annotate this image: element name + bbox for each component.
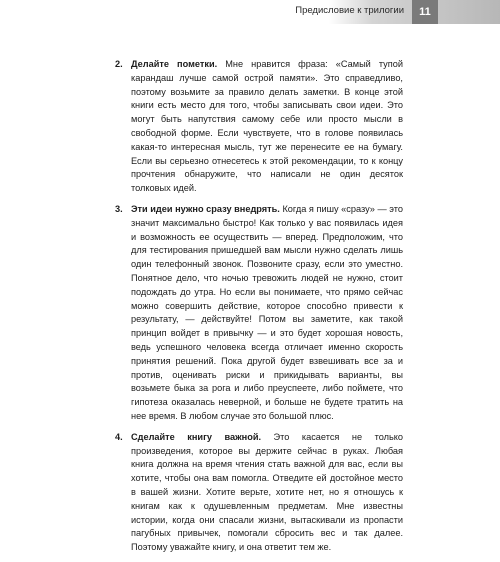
page-body	[115, 58, 403, 562]
page-number: 11	[412, 0, 438, 24]
list-item	[115, 58, 403, 196]
item-number: 4.	[115, 431, 123, 442]
item-text: Это касается не только произведения, которое вы держите сейчас в руках. Любая книга должна на время чтения стать важной для вас, если вы хотите, чтобы она вам помогла. Отведите ей достойное место в вашей жизни. Хотите верьте, хотите нет, но я отношусь к книгам как к одушевленным предметам. Мне известны истории, когда они спасали жизни, вытаскивали из пропасти пагубных привычек, помогали сбросить вес и так далее. Поэтому уважайте книгу, и она ответит тем же.	[131, 431, 403, 553]
list-item	[115, 203, 403, 424]
running-title: Предисловие к трилогии	[295, 5, 404, 16]
list-item	[115, 431, 403, 555]
item-text: Мне нравится фраза: «Самый тупой карандаш лучше самой острой памяти». Это справедливо, поэтому возьмите за правило делать заметки. В конце этой книги есть место для того, чтобы записывать свои идеи. Это могут быть напутствия самому себе или просто мысли в свободной форме. Если чувствуете, что в голове появилась какая-то интересная мысль, тут же перенесите ее на бумагу. Если вы серьезно отнесетесь к этой рекомендации, то к концу прочтения обнаружите, что написали не один десяток толковых идей.	[131, 59, 403, 194]
item-number: 2.	[115, 59, 123, 69]
item-heading: Сделайте книгу важной.	[131, 431, 262, 442]
running-header	[280, 0, 500, 24]
item-heading: Делайте пометки.	[131, 59, 218, 69]
item-number: 3.	[115, 203, 123, 214]
item-heading: Эти идеи нужно сразу внедрять.	[131, 203, 280, 214]
item-text: Когда я пишу «сразу» — это значит максимально быстро! Как только у вас появилась идея и возможность ее осуществить — вперед. Предположим, что для тестирования пришедшей вам мысли нужно сделать лишь один телефонный звонок. Позвоните сразу, если это уместно. Понятное дело, что ночью тревожить людей не нужно, стоит подождать до утра. Но если вы понимаете, что прямо сейчас можно совершить действие, которое способно привести к результату, — действуйте! Потом вы заметите, как такой принцип войдет в привычку — и это будет хорошая новость, ведь успешного человека всегда отличает именно скорость принятия решений. Пока другой будет взвешивать все за и против, оценивать риски и прикидывать варианты, вы возьмете быка за рога и либо преуспеете, либо поймете, что гипотеза оказалась неверной, и больше не будете тратить на нее время. В любом случае это большой плюс.	[131, 203, 403, 421]
